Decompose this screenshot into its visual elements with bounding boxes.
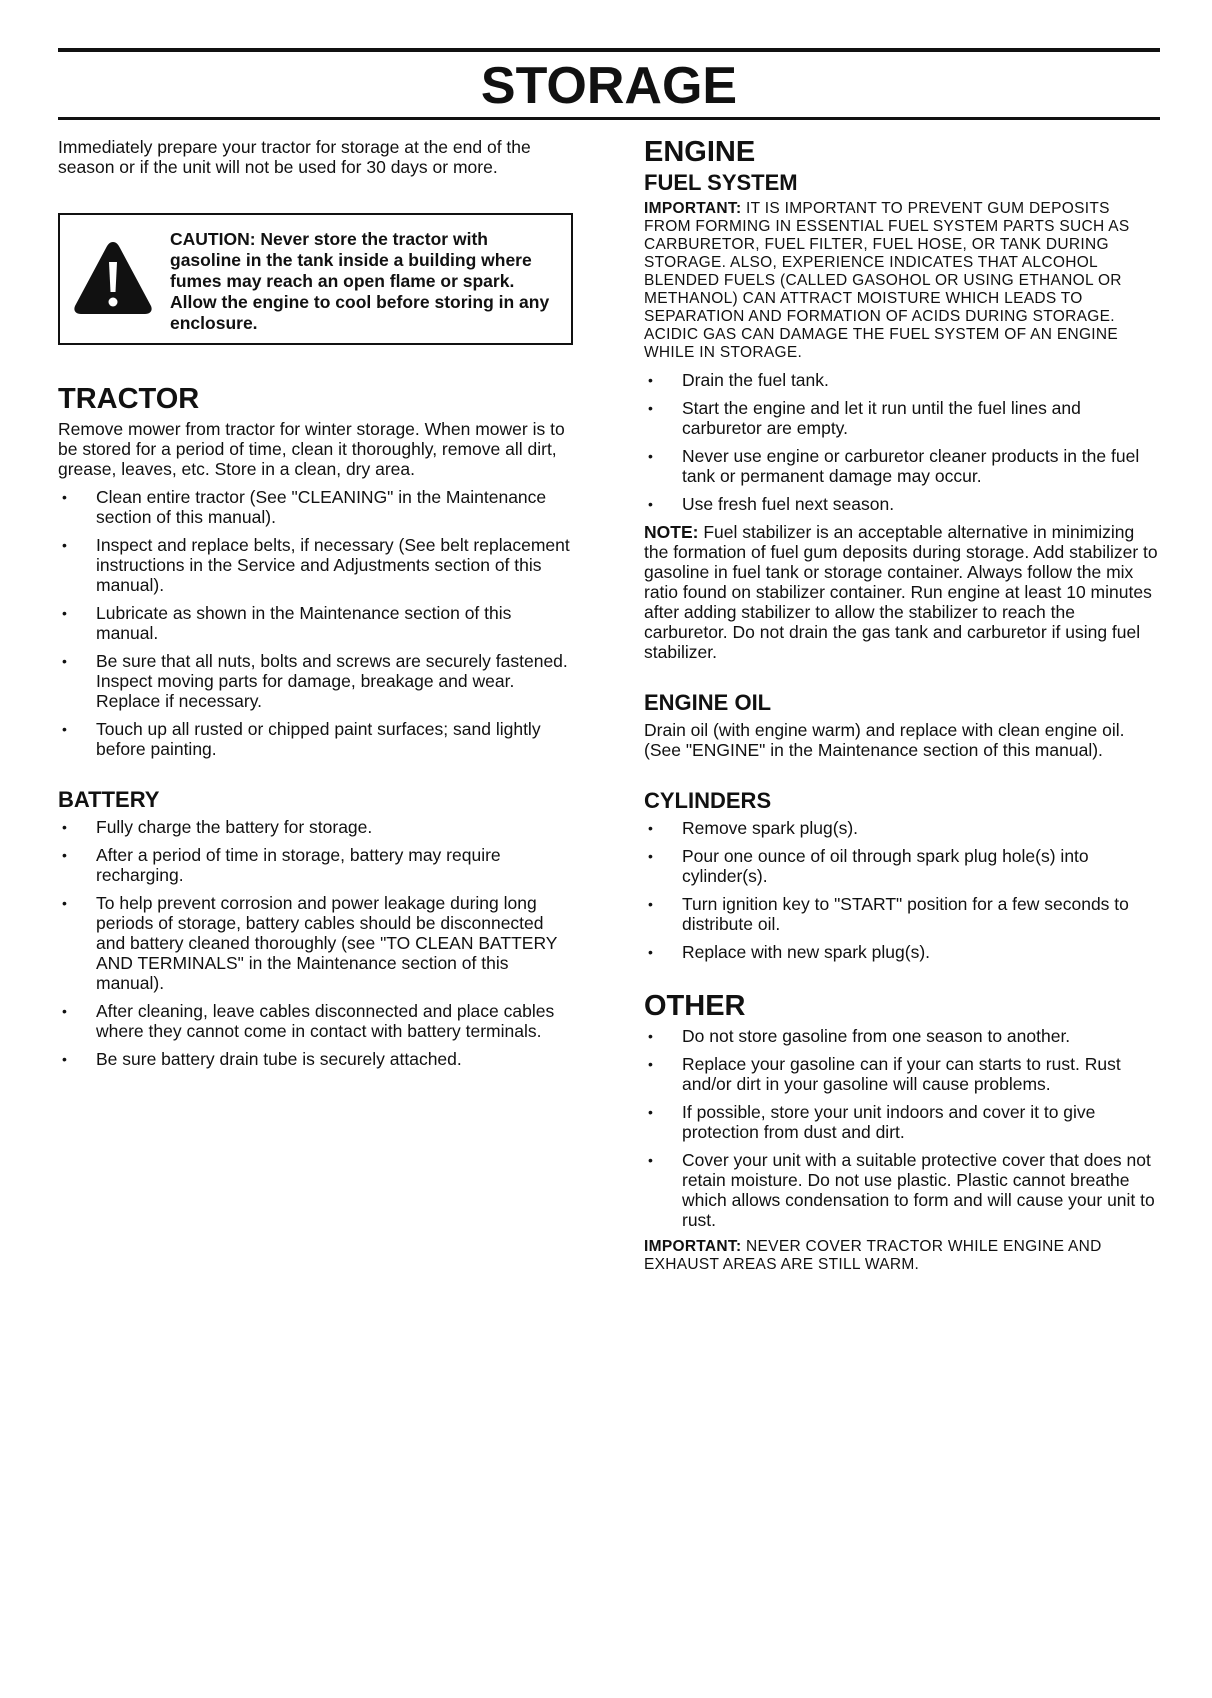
list-item: • After a period of time in storage, battery may require recharging. bbox=[58, 845, 573, 885]
title-rule bbox=[58, 117, 1160, 120]
engine-heading: ENGINE bbox=[644, 136, 756, 168]
list-item: • Be sure battery drain tube is securely attached. bbox=[58, 1049, 573, 1069]
important-label: IMPORTANT: bbox=[644, 200, 742, 217]
list-item: • If possible, store your unit indoors and cover it to give protection from dust and dirt. bbox=[644, 1102, 1160, 1142]
cylinders-list bbox=[644, 818, 1160, 962]
list-item: • Do not store gasoline from one season to another. bbox=[644, 1026, 1160, 1046]
top-rule bbox=[58, 48, 1160, 52]
list-item: • Cover your unit with a suitable protective cover that does not retain moisture. Do not use plastic. Plastic cannot breathe which allows condensation to form and will cause your unit to rust. bbox=[644, 1150, 1160, 1230]
important-text: IT IS IMPORTANT TO PREVENT GUM DEPOSITS FROM FORMING IN ESSENTIAL FUEL SYSTEM PARTS SUCH AS CARBURETOR, FUEL FILTER, FUEL HOSE, OR TANK DURING STORAGE. ALSO, EXPERIENCE INDICATES THAT ALCOHOL BLENDED FUELS (CALLED GASOHOL OR USING ETHANOL OR METHANOL) CAN ATTRACT MOISTURE WHICH LEADS TO SEPARATION AND FORMATION OF ACIDS DURING STORAGE. ACIDIC GAS CAN DAMAGE THE FUEL SYSTEM OF AN ENGINE WHILE IN STORAGE. bbox=[644, 200, 1130, 361]
list-item: • Lubricate as shown in the Maintenance section of this manual. bbox=[58, 603, 573, 643]
fuel-important-paragraph bbox=[644, 200, 1160, 362]
list-item: • To help prevent corrosion and power leakage during long periods of storage, battery cables should be disconnected and battery cleaned thoroughly (see "TO CLEAN BATTERY AND TERMINALS" in the Maintenance section of this manual). bbox=[58, 893, 573, 993]
fuel-note-paragraph bbox=[644, 522, 1160, 662]
battery-heading: BATTERY bbox=[58, 787, 160, 812]
important-text: NEVER COVER TRACTOR WHILE ENGINE AND EXHAUST AREAS ARE STILL WARM. bbox=[644, 1238, 1102, 1273]
list-item: • Pour one ounce of oil through spark plug hole(s) into cylinder(s). bbox=[644, 846, 1160, 886]
list-item: • Turn ignition key to "START" position for a few seconds to distribute oil. bbox=[644, 894, 1160, 934]
other-list bbox=[644, 1026, 1160, 1230]
page-title: STORAGE bbox=[480, 57, 738, 115]
caution-box bbox=[58, 213, 573, 345]
left-column bbox=[58, 137, 573, 1077]
list-item: • Be sure that all nuts, bolts and screws are securely fastened. Inspect moving parts for damage, breakage and wear. Replace if necessary. bbox=[58, 651, 573, 711]
battery-list bbox=[58, 817, 573, 1069]
note-text: Fuel stabilizer is an acceptable alternative in minimizing the formation of fuel gum deposits during storage. Add stabilizer to gasoline in fuel tank or storage container. Always follow the mix ratio found on stabilizer container. Run engine at least 10 minutes after adding stabilizer to allow the stabilizer to reach the carburetor. Do not drain the gas tank and carburetor if using fuel stabilizer. bbox=[644, 522, 1158, 662]
list-item: • Touch up all rusted or chipped paint surfaces; sand lightly before painting. bbox=[58, 719, 573, 759]
important-label: IMPORTANT: bbox=[644, 1238, 742, 1255]
engine-oil-heading: ENGINE OIL bbox=[644, 690, 772, 715]
engine-oil-text: Drain oil (with engine warm) and replace with clean engine oil. (See "ENGINE" in the Maintenance section of this manual). bbox=[644, 720, 1125, 760]
list-item: • Inspect and replace belts, if necessary (See belt replacement instructions in the Service and Adjustments section of this manual). bbox=[58, 535, 573, 595]
list-item: • Start the engine and let it run until the fuel lines and carburetor are empty. bbox=[644, 398, 1160, 438]
list-item: • Clean entire tractor (See "CLEANING" in the Maintenance section of this manual). bbox=[58, 487, 573, 527]
list-item: • Remove spark plug(s). bbox=[644, 818, 1160, 838]
intro-paragraph: Immediately prepare your tractor for storage at the end of the season or if the unit will not be used for 30 days or more. bbox=[58, 137, 531, 177]
warning-triangle-icon bbox=[73, 240, 153, 316]
list-item: • Never use engine or carburetor cleaner products in the fuel tank or permanent damage may occur. bbox=[644, 446, 1160, 486]
other-heading: OTHER bbox=[644, 990, 746, 1022]
list-item: • Fully charge the battery for storage. bbox=[58, 817, 573, 837]
list-item: • Replace with new spark plug(s). bbox=[644, 942, 1160, 962]
tractor-heading: TRACTOR bbox=[58, 383, 200, 415]
caution-text: CAUTION: Never store the tractor with gasoline in the tank inside a building where fumes may reach an open flame or spark. Allow the engine to cool before storing in any enclosure. bbox=[170, 229, 550, 333]
list-item: • Use fresh fuel next season. bbox=[644, 494, 1160, 514]
fuel-system-heading: FUEL SYSTEM bbox=[644, 170, 798, 195]
tractor-list bbox=[58, 487, 573, 759]
tractor-intro: Remove mower from tractor for winter storage. When mower is to be stored for a period of time, clean it thoroughly, remove all dirt, grease, leaves, etc. Store in a clean, dry area. bbox=[58, 419, 565, 479]
list-item: • After cleaning, leave cables disconnected and place cables where they cannot come in contact with battery terminals. bbox=[58, 1001, 573, 1041]
right-column bbox=[644, 136, 1160, 1274]
other-important-paragraph bbox=[644, 1238, 1160, 1274]
list-item: • Replace your gasoline can if your can starts to rust. Rust and/or dirt in your gasoline will cause problems. bbox=[644, 1054, 1160, 1094]
list-item: • Drain the fuel tank. bbox=[644, 370, 1160, 390]
fuel-list bbox=[644, 370, 1160, 514]
cylinders-heading: CYLINDERS bbox=[644, 788, 772, 813]
note-label: NOTE: bbox=[644, 522, 699, 542]
